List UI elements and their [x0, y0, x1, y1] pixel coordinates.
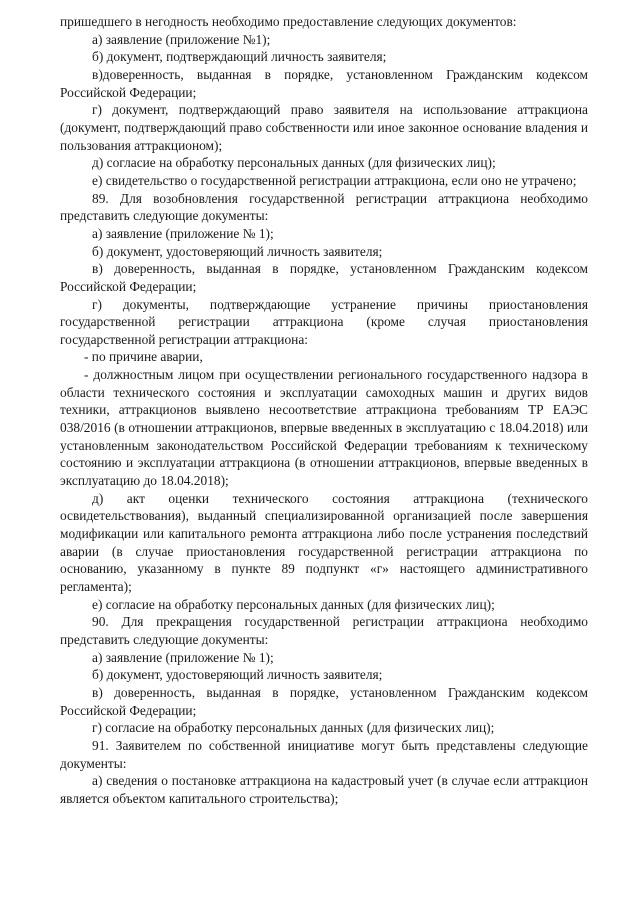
section-89-item-d: д) акт оценки технического состояния аттракциона (технического освидетельствования), выданный специализированной организацией после завершения модификации или капитального ремонта аттракциона либо после устранения последствий аварии (в случае приостановления государственной регистрации аттракциона по основанию, указанному в пункте 89 подпункт «г» настоящего административного регламента); [60, 490, 588, 594]
list-item-v: в)доверенность, выданная в порядке, установленном Гражданским кодексом Российской Федерации; [60, 66, 588, 100]
list-item-a: а) заявление (приложение №1); [92, 31, 271, 47]
list-item-b: б) документ, подтверждающий личность заявителя; [92, 49, 387, 65]
section-89-dash-item-1: - по причине аварии, [84, 349, 203, 365]
list-item-e: е) свидетельство о государственной регистрации аттракциона, если оно не утрачено; [92, 172, 577, 188]
section-89-item-b: б) документ, удостоверяющий личность заявителя; [92, 243, 383, 259]
section-90-item-b: б) документ, удостоверяющий личность заявителя; [92, 667, 383, 683]
section-90-item-a: а) заявление (приложение № 1); [92, 649, 274, 665]
section-89-item-e: е) согласие на обработку персональных данных (для физических лиц); [92, 596, 495, 612]
section-90-item-v: в) доверенность, выданная в порядке, установленном Гражданским кодексом Российской Федерации; [60, 684, 588, 718]
section-89-dash-item-2: - должностным лицом при осуществлении регионального государственного надзора в области технического состояния и эксплуатации самоходных машин и других видов техники, аттракционов выявлено несоответствие аттракциона требованиям ТР ЕАЭС 038/2016 (в отношении аттракционов, впервые введенных в эксплуатацию с 18.04.2018) или установленным законодательством Российской Федерации требованиям к техническому состоянию и эксплуатации аттракциона (в отношении аттракционов, впервые введенных в эксплуатацию до 18.04.2018); [60, 367, 588, 489]
list-item-g: г) документ, подтверждающий право заявителя на использование аттракциона (документ, подтверждающий право собственности или иное законное основание владения и пользования аттракционом); [60, 102, 588, 153]
document-body [60, 13, 588, 808]
section-91-item-a: а) сведения о постановке аттракциона на кадастровый учет (в случае если аттракцион является объектом капитального строительства); [60, 773, 588, 806]
section-89-item-a: а) заявление (приложение № 1); [92, 225, 274, 241]
paragraph-continuation: пришедшего в негодность необходимо предоставление следующих документов: [60, 14, 517, 29]
section-89-item-g: г) документы, подтверждающие устранение причины приостановления государственной регистрации аттракциона (кроме случая приостановления государственной регистрации аттракциона: [60, 296, 588, 347]
section-91-heading: 91. Заявителем по собственной инициативе могут быть представлены следующие документы: [60, 737, 588, 771]
section-89-item-v: в) доверенность, выданная в порядке, установленном Гражданским кодексом Российской Федерации; [60, 261, 588, 294]
section-89-heading: 89. Для возобновления государственной регистрации аттракциона необходимо представить следующие документы: [60, 190, 588, 224]
section-90-heading: 90. Для прекращения государственной регистрации аттракциона необходимо представить следующие документы: [60, 614, 588, 647]
list-item-d: д) согласие на обработку персональных данных (для физических лиц); [92, 155, 496, 171]
section-90-item-g: г) согласие на обработку персональных данных (для физических лиц); [92, 720, 495, 736]
